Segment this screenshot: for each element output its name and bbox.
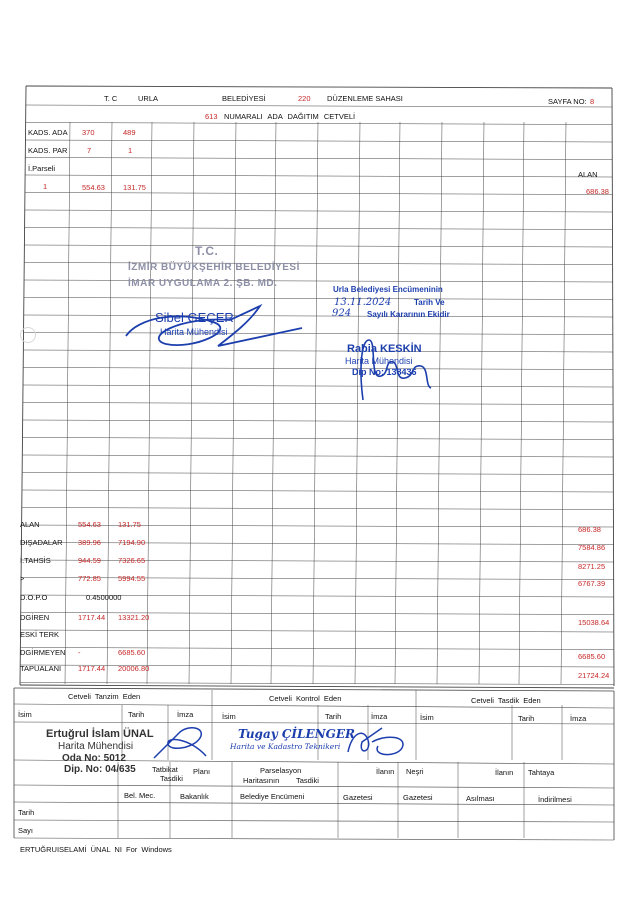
rabia-name: Rabia KESKİN bbox=[347, 343, 422, 355]
summary-value-2: 7326.65 bbox=[118, 556, 146, 565]
summary-value-1: - bbox=[78, 648, 81, 657]
parsel-label: İ.Parseli bbox=[28, 164, 56, 173]
ada-number: 613 bbox=[205, 112, 218, 121]
isim-label-1: İsim bbox=[18, 710, 32, 719]
header-city: URLA bbox=[138, 94, 159, 103]
summary-value-1: 389.96 bbox=[78, 538, 101, 547]
ertugrul-name: Ertuğrul İslam ÜNAL bbox=[46, 728, 154, 740]
tugay-signature-icon bbox=[342, 722, 412, 762]
belediye-encumeni: Belediye Encümeni bbox=[240, 792, 305, 801]
summary-total: 21724.24 bbox=[578, 671, 610, 680]
summary-label: DGİREN bbox=[20, 613, 50, 622]
parselasyon-3: Tasdiki bbox=[296, 776, 319, 785]
summary-label: DGİRMEYEN bbox=[20, 648, 66, 657]
tatbikat-1: Tatbikat bbox=[152, 765, 178, 774]
parselasyon-2: Haritasının bbox=[243, 776, 280, 785]
tarih-label-3: Tarih bbox=[518, 714, 535, 723]
asilmasi: Asılması bbox=[466, 794, 495, 803]
urla-line3: Sayılı Kararının Ekidir bbox=[367, 310, 450, 319]
header-zone-no: 220 bbox=[298, 94, 311, 103]
summary-total: 686.38 bbox=[578, 525, 601, 534]
tugay-name: Tugay ÇİLENGER bbox=[238, 727, 355, 741]
summary-label: > bbox=[20, 574, 25, 583]
software-footer: ERTUĞRUISELAMİ ÜNAL NI For Windows bbox=[20, 845, 172, 854]
sayi-row-label: Sayı bbox=[18, 826, 34, 835]
rabia-signature-icon bbox=[355, 330, 435, 405]
tarih-label-2: Tarih bbox=[325, 712, 342, 721]
summary-value-1: 1717.44 bbox=[78, 613, 106, 622]
sibel-title: Harita Mühendisi bbox=[160, 327, 228, 337]
tarih-label-1: Tarih bbox=[128, 710, 145, 719]
stamp-line2: İMAR UYGULAMA 2. ŞB. MD. bbox=[128, 278, 278, 289]
indirilmesi: İndirilmesi bbox=[538, 795, 572, 804]
alan-label: ALAN bbox=[578, 170, 598, 179]
imza-label-1: İmza bbox=[177, 710, 194, 719]
bel-mec: Bel. Mec. bbox=[124, 791, 156, 800]
summary-value-1: 0.4500000 bbox=[86, 593, 122, 602]
summary-value-1: 772.85 bbox=[78, 574, 101, 583]
urla-no: 924 bbox=[332, 308, 352, 319]
stamp-tc: T.C. bbox=[195, 244, 219, 258]
kads-ada-value-2: 489 bbox=[123, 128, 136, 137]
bakanlik: Bakanlık bbox=[180, 792, 209, 801]
summary-value-2: 5994.55 bbox=[118, 574, 146, 583]
summary-value-2: 6685.60 bbox=[118, 648, 146, 657]
summary-label: İ.TAHSİS bbox=[20, 556, 51, 565]
header-belediye: BELEDİYESİ bbox=[222, 94, 266, 103]
kads-par-label: KADS. PAR bbox=[28, 146, 68, 155]
summary-label: TAPUALANI bbox=[20, 664, 62, 673]
header-subtitle: NUMARALI ADA DAĞITIM CETVELİ bbox=[224, 112, 356, 121]
parselasyon-1: Parselasyon bbox=[260, 766, 302, 775]
summary-label: DIŞADALAR bbox=[20, 538, 63, 547]
urla-tarih: Tarih Ve bbox=[414, 298, 445, 307]
sibel-name: Sibel GEÇER bbox=[155, 310, 234, 325]
tasdik-eden: Cetveli Tasdik Eden bbox=[471, 696, 541, 705]
rabia-dip: Dip No: 138436 bbox=[352, 367, 417, 377]
summary-total: 6685.60 bbox=[578, 652, 606, 661]
kads-par-value-1: 7 bbox=[87, 146, 92, 155]
kontrol-eden: Cetveli Kontrol Eden bbox=[269, 694, 342, 703]
ilanin-2: İlanın bbox=[495, 768, 514, 777]
urla-date: 13.11.2024 bbox=[334, 297, 392, 308]
nesri: Neşri bbox=[406, 767, 424, 776]
kads-par-value-2: 1 bbox=[128, 146, 133, 155]
page-label: SAYFA NO: bbox=[548, 97, 587, 106]
plani: Planı bbox=[193, 767, 211, 776]
parcel-v2: 131.75 bbox=[123, 183, 146, 192]
rabia-title: Harita Mühendisi bbox=[345, 356, 413, 366]
isim-label-2: İsim bbox=[222, 712, 236, 721]
imza-label-3: İmza bbox=[570, 714, 587, 723]
isim-label-3: İsim bbox=[420, 713, 434, 722]
summary-total: 6767.39 bbox=[578, 579, 606, 588]
header-zone-label: DÜZENLEME SAHASI bbox=[327, 94, 403, 103]
tahtaya: Tahtaya bbox=[528, 768, 555, 777]
summary-label: ALAN bbox=[20, 520, 40, 529]
ertugrul-oda: Oda No: 5012 bbox=[62, 753, 126, 764]
imza-label-2: İmza bbox=[371, 712, 388, 721]
page-number: 8 bbox=[590, 97, 595, 106]
ertugrul-signature-icon bbox=[150, 722, 212, 764]
punch-hole-icon bbox=[20, 327, 36, 343]
summary-value-1: 1717.44 bbox=[78, 664, 106, 673]
header-tc: T. C bbox=[104, 94, 118, 103]
summary-label: D.O.P.O bbox=[20, 593, 48, 602]
summary-total: 7584.86 bbox=[578, 543, 606, 552]
ilanin-1: İlanın bbox=[376, 767, 395, 776]
summary-value-2: 13321.20 bbox=[118, 613, 150, 622]
summary-label: ESKİ TERK bbox=[20, 630, 60, 639]
kads-ada-label: KADS. ADA bbox=[28, 128, 68, 137]
kads-ada-value-1: 370 bbox=[82, 128, 95, 137]
parcel-v1: 554.63 bbox=[82, 183, 105, 192]
ertugrul-dip: Dip. No: 04/635 bbox=[64, 764, 136, 775]
gazetesi-2: Gazetesi bbox=[403, 793, 433, 802]
parcel-alan: 686.38 bbox=[586, 187, 609, 196]
urla-line1: Urla Belediyesi Encümeninin bbox=[333, 285, 443, 294]
sibel-signature-icon bbox=[118, 298, 308, 354]
tatbikat-2: Tasdiki bbox=[160, 774, 183, 783]
gazetesi-1: Gazetesi bbox=[343, 793, 373, 802]
ertugrul-title: Harita Mühendisi bbox=[58, 741, 134, 752]
summary-value-1: 554.63 bbox=[78, 520, 101, 529]
stamp-line1: İZMİR BÜYÜKŞEHİR BELEDİYESİ bbox=[128, 262, 300, 273]
tarih-row-label: Tarih bbox=[18, 808, 35, 817]
summary-value-1: 944.59 bbox=[78, 556, 101, 565]
parcel-no: 1 bbox=[43, 182, 48, 191]
summary-value-2: 7194.90 bbox=[118, 538, 146, 547]
summary-total: 8271.25 bbox=[578, 562, 606, 571]
summary-total: 15038.64 bbox=[578, 618, 610, 627]
summary-value-2: 131.75 bbox=[118, 520, 141, 529]
tugay-title: Harita ve Kadastro Teknikeri bbox=[230, 742, 341, 751]
tanzim-eden: Cetveli Tanzim Eden bbox=[68, 692, 141, 701]
summary-value-2: 20006.80 bbox=[118, 664, 150, 673]
